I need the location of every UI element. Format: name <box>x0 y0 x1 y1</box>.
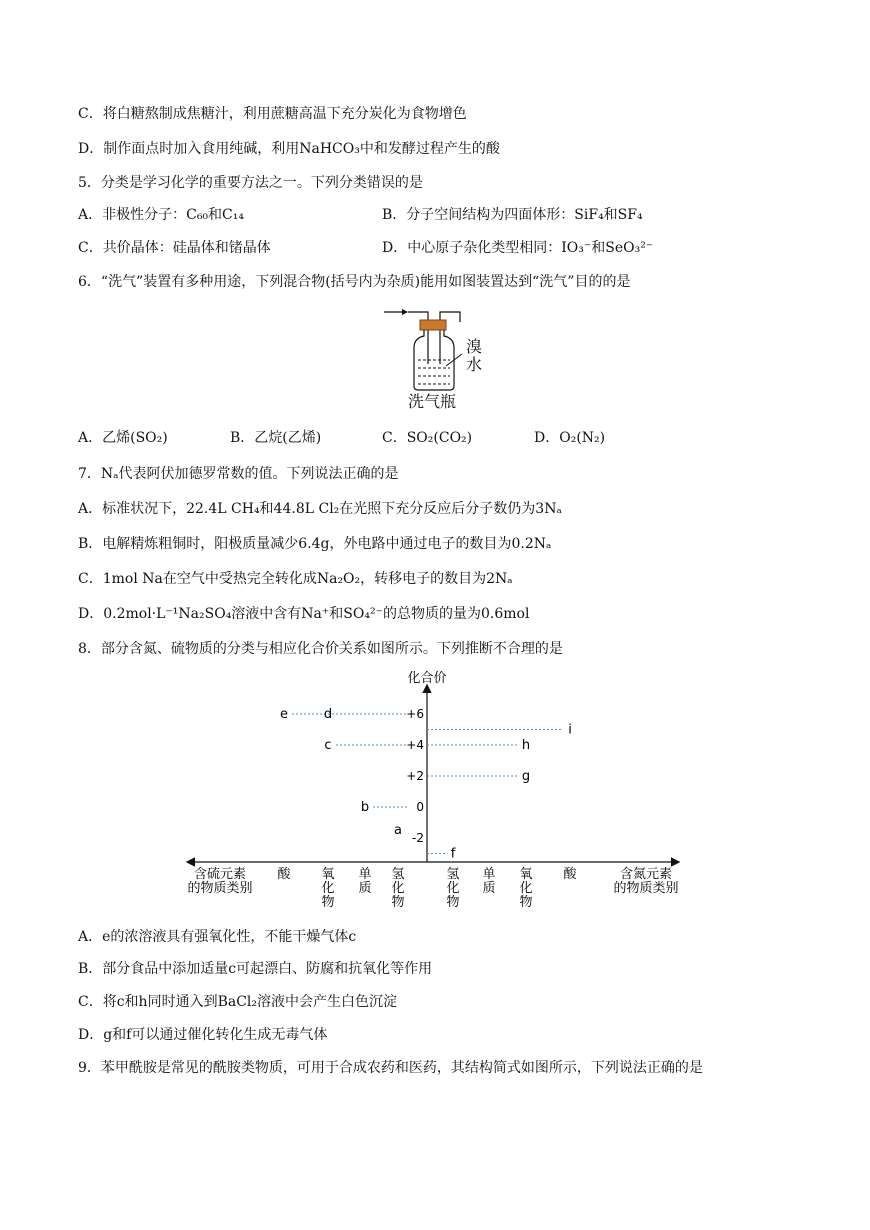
point-label-e: e <box>280 707 288 722</box>
q8-stem: 8．部分含氮、硫物质的分类与相应化合价关系如图所示。下列推断不合理的是 <box>78 641 563 657</box>
y-tick-label: -2 <box>412 831 424 845</box>
point-label-f: f <box>450 846 456 862</box>
bromine-water-label: 溴水 <box>466 337 483 374</box>
washing-bottle-label: 洗气瓶 <box>408 392 457 411</box>
category-label: 单质 <box>358 867 372 896</box>
category-label: 酸 <box>277 867 291 882</box>
y-tick-label: +4 <box>406 738 424 752</box>
category-labels <box>187 867 678 910</box>
category-label: 氢化物 <box>391 867 405 910</box>
q8-option-a: A．e的浓溶液具有强氧化性，不能干燥气体c <box>78 929 357 945</box>
q9-stem: 9．苯甲酰胺是常见的酰胺类物质，可用于合成农药和医药，其结构简式如图所示，下列说法正确的是 <box>78 1060 703 1076</box>
point-label-i: i <box>568 722 572 738</box>
q7-option-c: C．1mol Na在空气中受热完全转化成Na₂O₂，转移电子的数目为2Nₐ <box>78 571 513 587</box>
q5-option-b: B．分子空间结构为四面体形：SiF₄和SF₄ <box>382 207 643 223</box>
right-axis-label: 含氮元素的物质类别 <box>613 867 679 896</box>
category-label: 氢化物 <box>446 867 460 910</box>
q7-option-a: A．标准状况下，22.4L CH₄和44.8L Cl₂在光照下充分反应后分子数仍为3Nₐ <box>78 501 562 517</box>
q6-option-d: D．O₂(N₂) <box>534 430 606 446</box>
q5-option-c: C．共价晶体：硅晶体和锗晶体 <box>78 240 271 256</box>
q6-option-c: C．SO₂(CO₂) <box>382 430 473 446</box>
inlet-arrow-icon <box>384 309 408 315</box>
data-points <box>280 707 572 862</box>
q5-stem: 5．分类是学习化学的重要方法之一。下列分类错误的是 <box>78 175 423 191</box>
y-tick-label: +2 <box>406 769 424 783</box>
category-label: 氧化物 <box>519 867 533 910</box>
point-label-b: b <box>360 800 370 815</box>
point-label-d: d <box>323 707 333 722</box>
category-label: 氧化物 <box>321 867 335 910</box>
point-label-h: h <box>521 738 531 753</box>
q8-option-c: C．将c和h同时通入到BaCl₂溶液中会产生白色沉淀 <box>78 994 398 1010</box>
q7-stem: 7．Nₐ代表阿伏加德罗常数的值。下列说法正确的是 <box>78 466 399 482</box>
q4-option-d: D．制作面点时加入食用纯碱，利用NaHCO₃中和发酵过程产生的酸 <box>78 141 500 157</box>
category-label: 酸 <box>563 867 577 882</box>
point-label-a: a <box>394 823 402 838</box>
q8-option-b: B．部分食品中添加适量c可起漂白、防腐和抗氧化等作用 <box>78 961 433 977</box>
y-axis-label: 化合价 <box>407 671 447 686</box>
q6-option-b: B．乙烷(乙烯) <box>230 430 322 446</box>
point-label-c: c <box>324 738 332 753</box>
y-tick-labels <box>406 707 424 845</box>
y-tick-label: +6 <box>406 707 424 721</box>
point-label-g: g <box>521 769 531 784</box>
category-label: 单质 <box>482 867 496 896</box>
y-tick-label: 0 <box>416 800 424 814</box>
q5-option-a: A．非极性分子：C₆₀和C₁₄ <box>78 207 244 223</box>
q4-option-c: C．将白糖熬制成焦糖汁，利用蔗糖高温下充分炭化为食物增色 <box>78 106 467 122</box>
axes <box>188 671 678 862</box>
valence-category-diagram <box>170 664 700 924</box>
q8-option-d: D．g和f可以通过催化转化生成无毒气体 <box>78 1027 328 1043</box>
q5-option-d: D．中心原子杂化类型相同：IO₃⁻和SeO₃²⁻ <box>382 240 654 256</box>
q7-option-b: B．电解精炼粗铜时，阳极质量减少6.4g，外电路中通过电子的数目为0.2Nₐ <box>78 536 552 552</box>
bottle-stopper <box>420 320 446 330</box>
q6-option-a: A．乙烯(SO₂) <box>78 430 168 446</box>
q7-option-d: D．0.2mol·L⁻¹Na₂SO₄溶液中含有Na⁺和SO₄²⁻的总物质的量为0.6mol <box>78 606 530 622</box>
q6-stem: 6．“洗气”装置有多种用途，下列混合物(括号内为杂质)能用如图装置达到“洗气”目的的是 <box>78 274 631 290</box>
left-axis-label: 含硫元素的物质类别 <box>187 867 253 896</box>
